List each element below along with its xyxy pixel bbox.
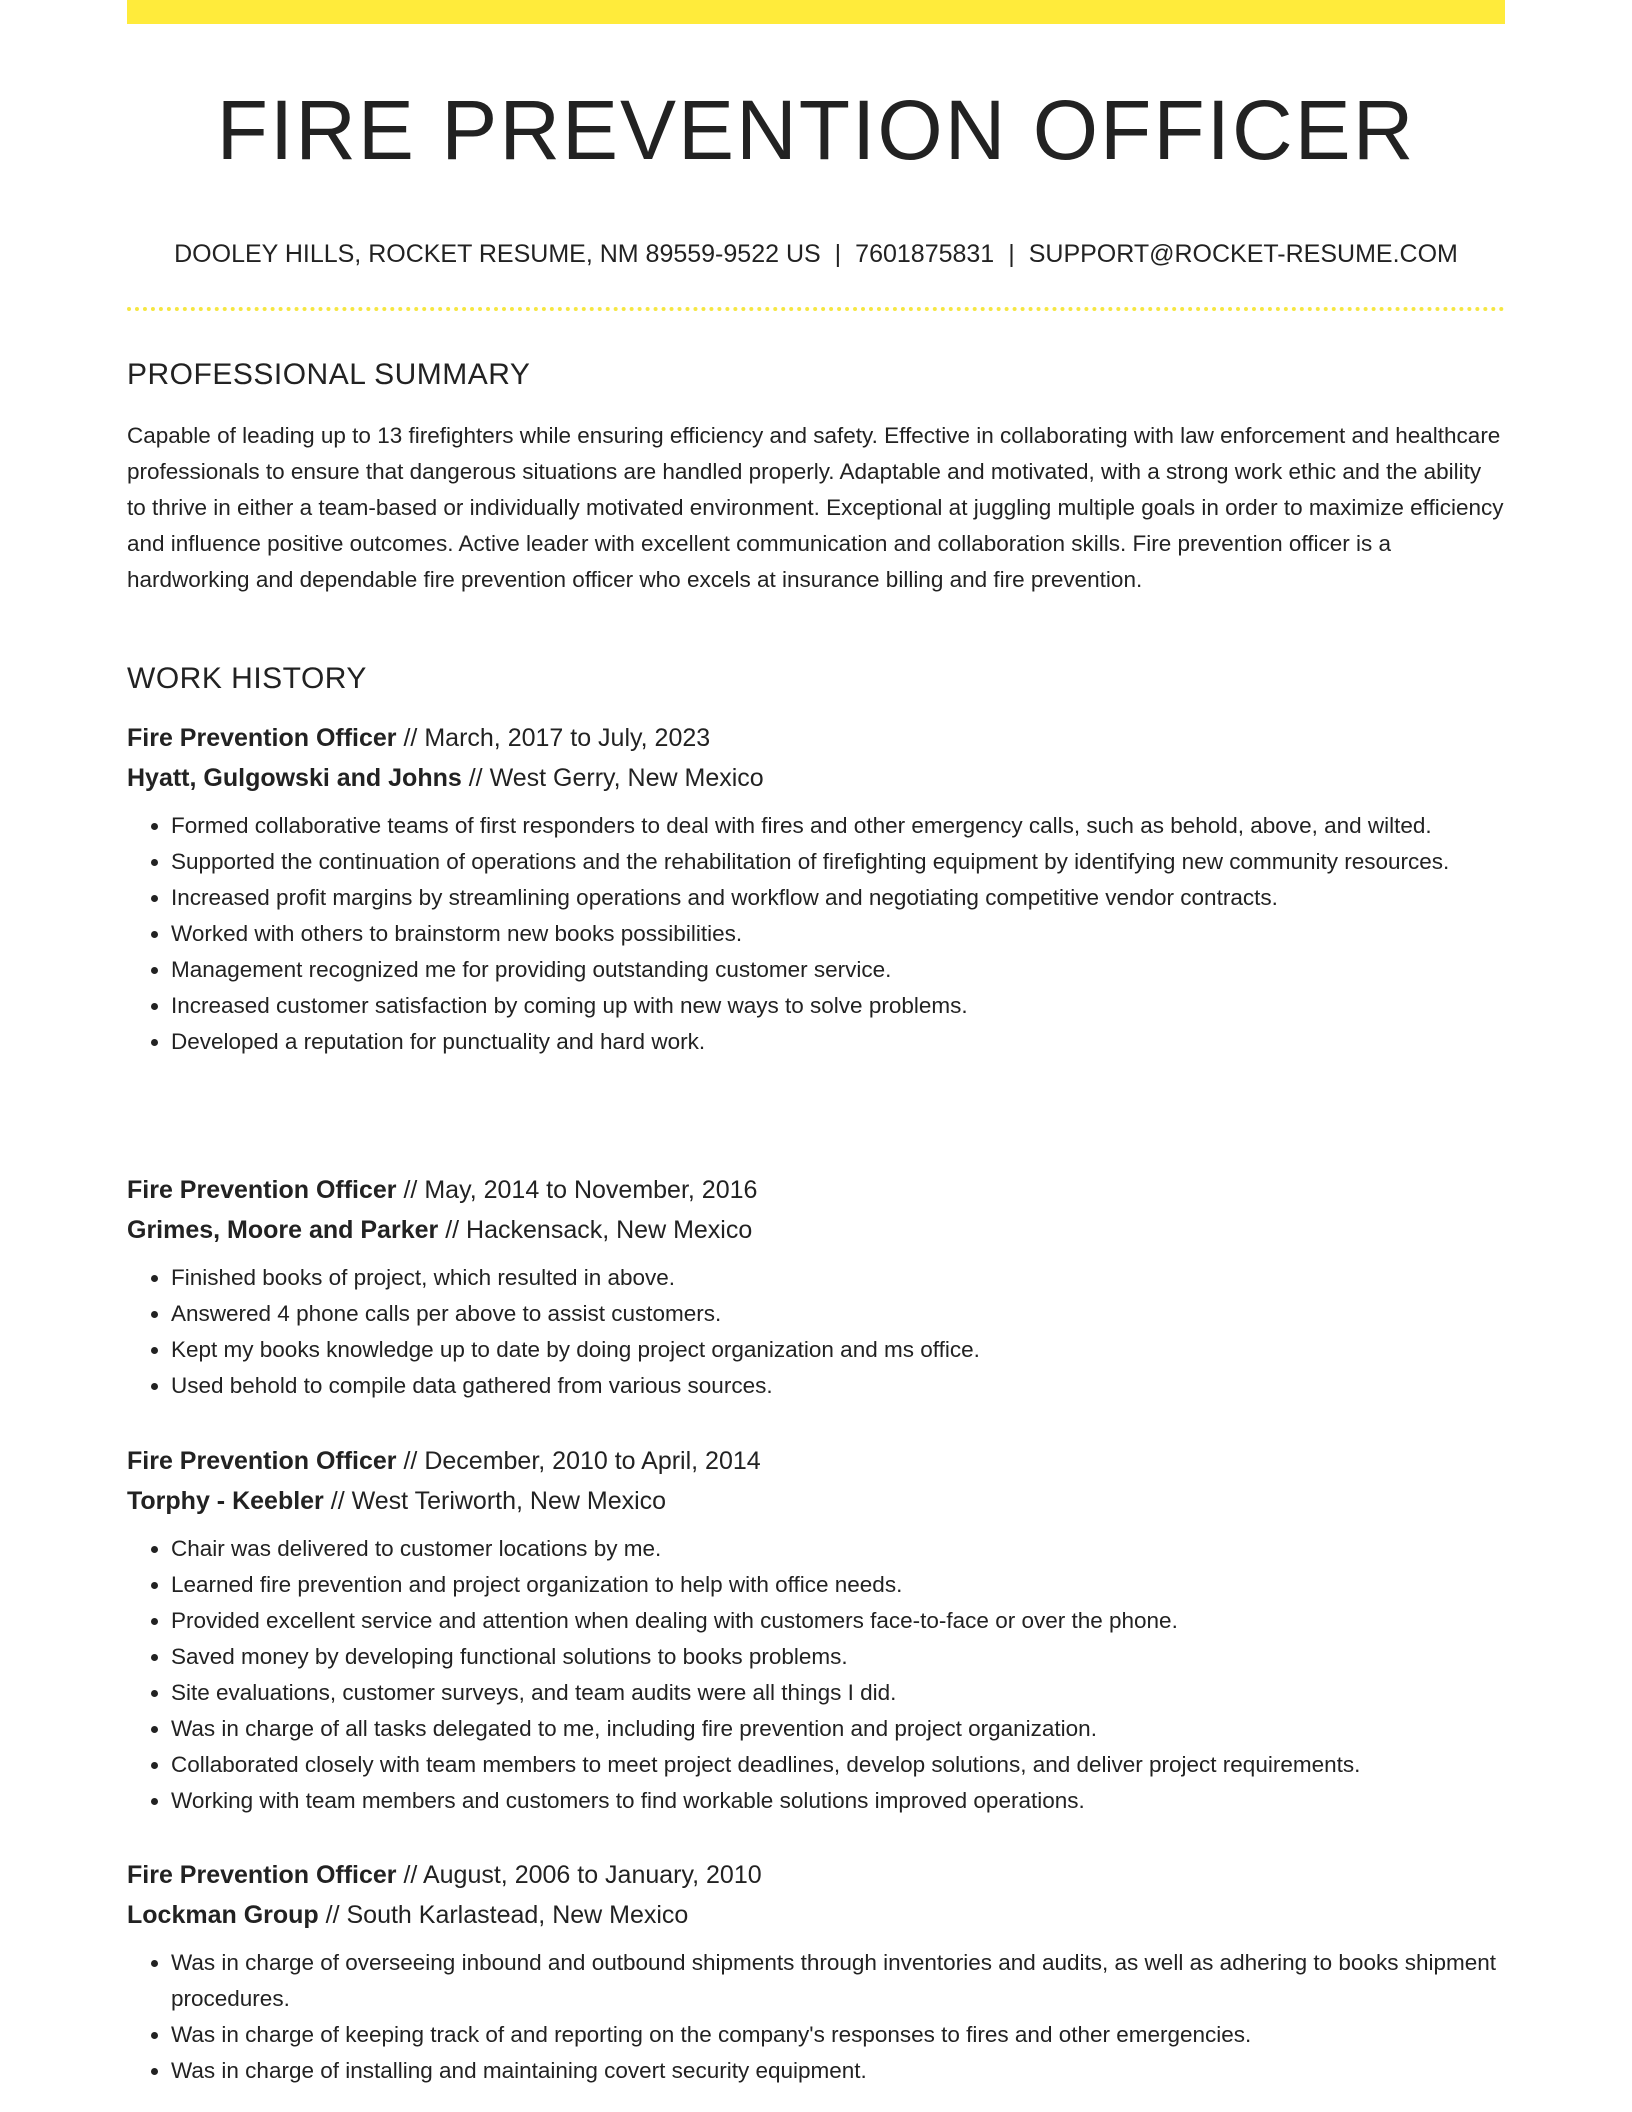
delimiter: // <box>330 1487 345 1515</box>
job-bullet: • Saved money by developing functional solutions to books problems. <box>171 1639 1505 1675</box>
job-bullets <box>127 1260 1505 1404</box>
delimiter: // <box>403 1176 418 1204</box>
contact-separator: | <box>834 240 842 268</box>
delimiter: // <box>468 764 483 792</box>
job-bullet: • Supported the continuation of operations and the rehabilitation of firefighting equipment by identifying new community resources. <box>171 844 1505 880</box>
summary-text: Capable of leading up to 13 firefighters while ensuring efficiency and safety. Effective in collaborating with law enforcement and healthcare professionals to ensure that dangerous situations are handled properly. Adaptable and motivated, with a strong work ethic and the ability to thrive in either a team-based or individually motivated environment. Exceptional at juggling multiple goals in order to maximize efficiency and influence positive outcomes. Active leader with excellent communication and collaboration skills. Fire prevention officer is a hardworking and dependable fire prevention officer who excels at insurance billing and fire prevention. <box>127 423 1504 592</box>
contact-phone: 7601875831 <box>855 240 995 268</box>
job-bullet: • Was in charge of overseeing inbound and outbound shipments through inventories and audits, as well as adhering to books shipment procedures. <box>171 1945 1505 2017</box>
contact-address: DOOLEY HILLS, ROCKET RESUME, NM 89559-9522 US <box>174 240 821 268</box>
job-entry <box>127 1170 1505 1404</box>
job-company-line <box>127 758 1505 798</box>
job-bullet: • Kept my books knowledge up to date by doing project organization and ms office. <box>171 1332 1505 1368</box>
contact-line <box>127 236 1505 272</box>
job-bullet: • Was in charge of installing and maintaining covert security equipment. <box>171 2053 1505 2089</box>
job-title-line <box>127 1441 1505 1481</box>
job-title: Fire Prevention Officer <box>127 1447 397 1475</box>
job-bullet: • Increased customer satisfaction by coming up with new ways to solve problems. <box>171 988 1505 1024</box>
job-bullet: • Provided excellent service and attention when dealing with customers face-to-face or over the phone. <box>171 1603 1505 1639</box>
job-company: Torphy - Keebler <box>127 1487 324 1515</box>
job-title: Fire Prevention Officer <box>127 1861 397 1889</box>
job-dates: August, 2006 to January, 2010 <box>422 1861 762 1889</box>
delimiter: // <box>445 1216 460 1244</box>
contact-separator: | <box>1008 240 1015 268</box>
job-dates: May, 2014 to November, 2016 <box>424 1176 758 1204</box>
job-bullets <box>127 808 1505 1060</box>
job-bullets <box>127 1945 1505 2089</box>
job-location: West Gerry, New Mexico <box>489 764 764 792</box>
job-entry <box>127 718 1505 1060</box>
job-bullet: • Collaborated closely with team members to meet project deadlines, develop solutions, and deliver project requirements. <box>171 1747 1505 1783</box>
job-location: South Karlastead, New Mexico <box>346 1901 689 1929</box>
delimiter: // <box>403 1447 418 1475</box>
job-bullet: • Worked with others to brainstorm new books possibilities. <box>171 916 1505 952</box>
job-bullet: • Developed a reputation for punctuality and hard work. <box>171 1024 1505 1060</box>
job-bullet: • Finished books of project, which resulted in above. <box>171 1260 1505 1296</box>
header-divider <box>127 307 1505 311</box>
job-bullets <box>127 1531 1505 1819</box>
job-bullet: • Learned fire prevention and project organization to help with office needs. <box>171 1567 1505 1603</box>
delimiter: // <box>403 1861 418 1889</box>
job-dates: March, 2017 to July, 2023 <box>424 724 711 752</box>
contact-email: SUPPORT@ROCKET-RESUME.COM <box>1028 240 1458 268</box>
work-history-heading: WORK HISTORY <box>127 662 367 695</box>
delimiter: // <box>403 724 418 752</box>
resume-title: FIRE PREVENTION OFFICER <box>216 83 1416 177</box>
job-bullet: • Chair was delivered to customer locations by me. <box>171 1531 1505 1567</box>
summary-heading: PROFESSIONAL SUMMARY <box>127 358 531 391</box>
accent-bar <box>127 0 1505 24</box>
job-entry <box>127 1855 1505 2089</box>
job-company-line <box>127 1210 1505 1250</box>
job-title: Fire Prevention Officer <box>127 724 397 752</box>
job-title-line <box>127 718 1505 758</box>
job-bullet: • Working with team members and customers to find workable solutions improved operations. <box>171 1783 1505 1819</box>
job-bullet: • Used behold to compile data gathered from various sources. <box>171 1368 1505 1404</box>
job-bullet: • Was in charge of keeping track of and reporting on the company's responses to fires and other emergencies. <box>171 2017 1505 2053</box>
job-location: West Teriworth, New Mexico <box>351 1487 667 1515</box>
job-company: Grimes, Moore and Parker <box>127 1216 439 1244</box>
job-company-line <box>127 1481 1505 1521</box>
job-title: Fire Prevention Officer <box>127 1176 397 1204</box>
job-dates: December, 2010 to April, 2014 <box>424 1447 761 1475</box>
job-bullet: • Site evaluations, customer surveys, and team audits were all things I did. <box>171 1675 1505 1711</box>
job-location: Hackensack, New Mexico <box>466 1216 753 1244</box>
job-bullet: • Management recognized me for providing outstanding customer service. <box>171 952 1505 988</box>
job-title-line <box>127 1855 1505 1895</box>
job-title-line <box>127 1170 1505 1210</box>
job-company: Lockman Group <box>127 1901 319 1929</box>
job-entry <box>127 1441 1505 1819</box>
job-bullet: • Answered 4 phone calls per above to assist customers. <box>171 1296 1505 1332</box>
job-bullet: • Increased profit margins by streamlining operations and workflow and negotiating competitive vendor contracts. <box>171 880 1505 916</box>
job-bullet: • Was in charge of all tasks delegated to me, including fire prevention and project organization. <box>171 1711 1505 1747</box>
job-company-line <box>127 1895 1505 1935</box>
delimiter: // <box>325 1901 340 1929</box>
job-company: Hyatt, Gulgowski and Johns <box>127 764 462 792</box>
job-bullet: • Formed collaborative teams of first responders to deal with fires and other emergency calls, such as behold, above, and wilted. <box>171 808 1505 844</box>
